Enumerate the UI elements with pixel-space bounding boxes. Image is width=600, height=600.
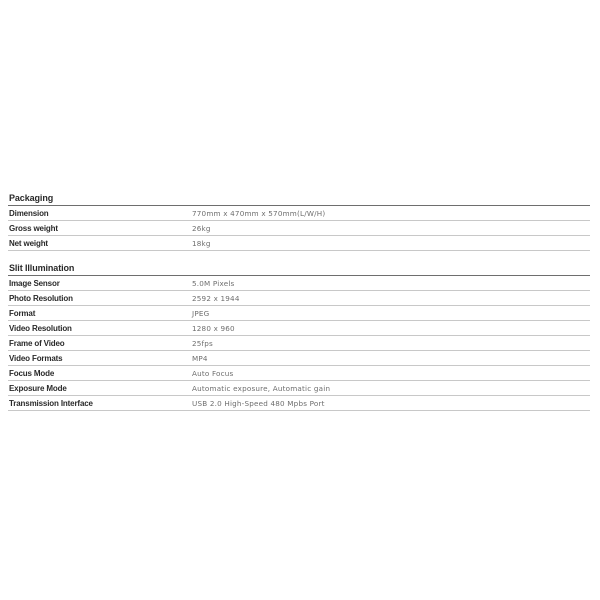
spec-value: Auto Focus (192, 368, 234, 378)
spec-label: Transmission Interface (9, 398, 93, 408)
spec-label: Dimension (9, 208, 49, 218)
slit-illumination-section (8, 261, 590, 411)
spec-value: 18kg (192, 238, 211, 248)
slit-illumination-title: Slit Illumination (8, 261, 590, 276)
spec-label: Format (9, 308, 36, 318)
spec-row (8, 381, 590, 396)
spec-label: Gross weight (9, 223, 58, 233)
spec-row (8, 221, 590, 236)
spec-value: JPEG (192, 308, 210, 318)
spec-value: Automatic exposure, Automatic gain (192, 383, 331, 393)
spec-value: USB 2.0 High-Speed 480 Mpbs Port (192, 398, 325, 408)
spec-label: Frame of Video (9, 338, 65, 348)
spec-value: 26kg (192, 223, 211, 233)
spec-label: Video Formats (9, 353, 63, 363)
spec-label: Exposure Mode (9, 383, 67, 393)
packaging-section (8, 191, 590, 251)
spec-row (8, 236, 590, 251)
spec-value: 770mm x 470mm x 570mm(L/W/H) (192, 208, 326, 218)
spec-row (8, 306, 590, 321)
spec-row (8, 336, 590, 351)
spec-label: Net weight (9, 238, 48, 248)
spec-row (8, 206, 590, 221)
spec-label: Photo Resolution (9, 293, 73, 303)
spec-label: Video Resolution (9, 323, 72, 333)
spec-row (8, 351, 590, 366)
packaging-title: Packaging (8, 191, 590, 206)
spec-value: MP4 (192, 353, 208, 363)
spec-value: 2592 x 1944 (192, 293, 240, 303)
spec-row (8, 366, 590, 381)
spec-row (8, 276, 590, 291)
spec-row (8, 396, 590, 411)
spec-value: 1280 x 960 (192, 323, 235, 333)
spec-value: 25fps (192, 338, 213, 348)
spec-row (8, 321, 590, 336)
spec-label: Focus Mode (9, 368, 55, 378)
spec-label: Image Sensor (9, 278, 60, 288)
spec-value: 5.0M Pixels (192, 278, 235, 288)
spec-row (8, 291, 590, 306)
